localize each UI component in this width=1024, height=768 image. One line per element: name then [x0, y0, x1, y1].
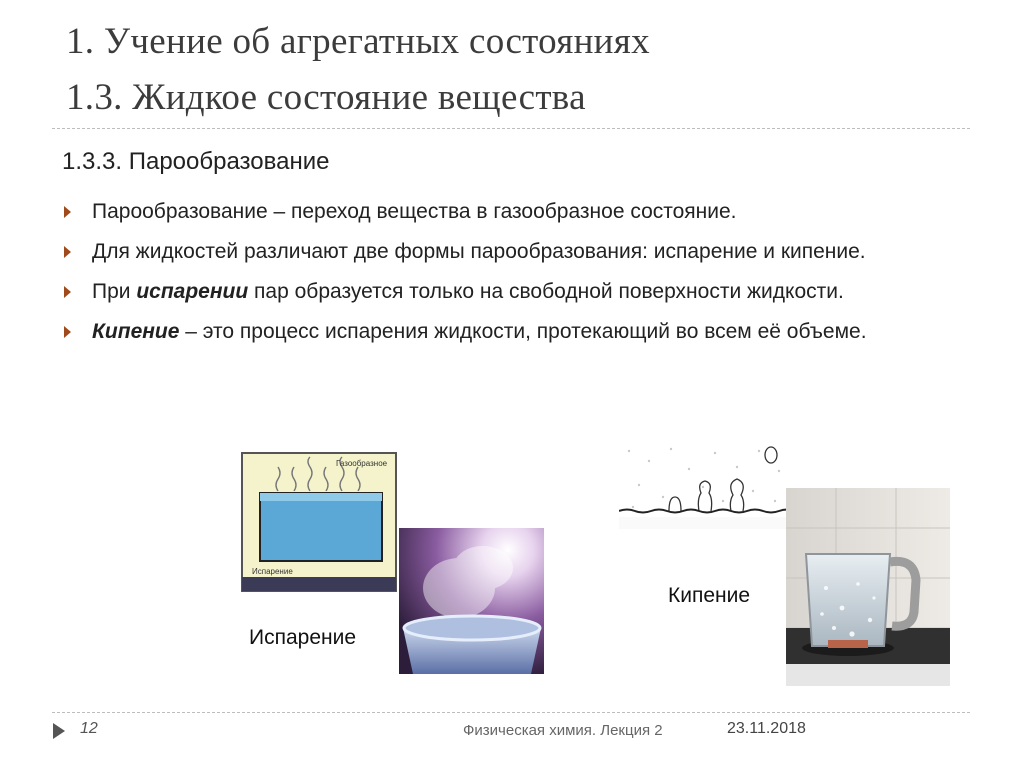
bullet-item	[62, 236, 962, 268]
bullet-text-suffix: пар образуется только на свободной поверхности жидкости.	[248, 280, 844, 303]
bullet-emphasis: Кипение	[92, 320, 180, 343]
next-slide-arrow-icon[interactable]	[52, 722, 66, 745]
bullet-list	[62, 196, 962, 356]
boiling-caption: Кипение	[668, 584, 751, 607]
footer-date: 23.11.2018	[727, 720, 806, 737]
bullet-arrow-icon	[64, 286, 71, 298]
gas-label: Газообразное	[336, 459, 388, 468]
bullet-item	[62, 196, 962, 228]
evaporation-photo	[399, 528, 544, 674]
bullet-arrow-icon	[64, 246, 71, 258]
bullet-text-suffix: – это процесс испарения жидкости, протекающий во всем её объеме.	[179, 320, 867, 343]
page-number: 12	[80, 720, 98, 737]
boiling-photo	[786, 488, 950, 686]
title-divider	[52, 128, 970, 129]
bullet-text: Для жидкостей различают две формы парообразования: испарение и кипение.	[92, 240, 866, 263]
footer-course-name: Физическая химия. Лекция 2	[463, 722, 663, 739]
boiling-diagram	[619, 439, 787, 529]
bullet-item	[62, 276, 962, 308]
footer-divider	[52, 712, 970, 713]
slide-title-line-1: 1. Учение об агрегатных состояниях	[66, 21, 650, 62]
bullet-text-prefix: При	[92, 280, 137, 303]
evaporation-diagram-label: Испарение	[252, 567, 293, 576]
bullet-item	[62, 316, 962, 348]
slide-title-line-2: 1.3. Жидкое состояние вещества	[66, 77, 586, 118]
section-subheading: 1.3.3. Парообразование	[62, 148, 330, 175]
bullet-arrow-icon	[64, 206, 71, 218]
bullet-arrow-icon	[64, 326, 71, 338]
bullet-emphasis: испарении	[136, 280, 249, 303]
evaporation-caption: Испарение	[249, 626, 357, 649]
bullet-text: Парообразование – переход вещества в газообразное состояние.	[92, 200, 737, 223]
evaporation-diagram	[238, 449, 400, 595]
